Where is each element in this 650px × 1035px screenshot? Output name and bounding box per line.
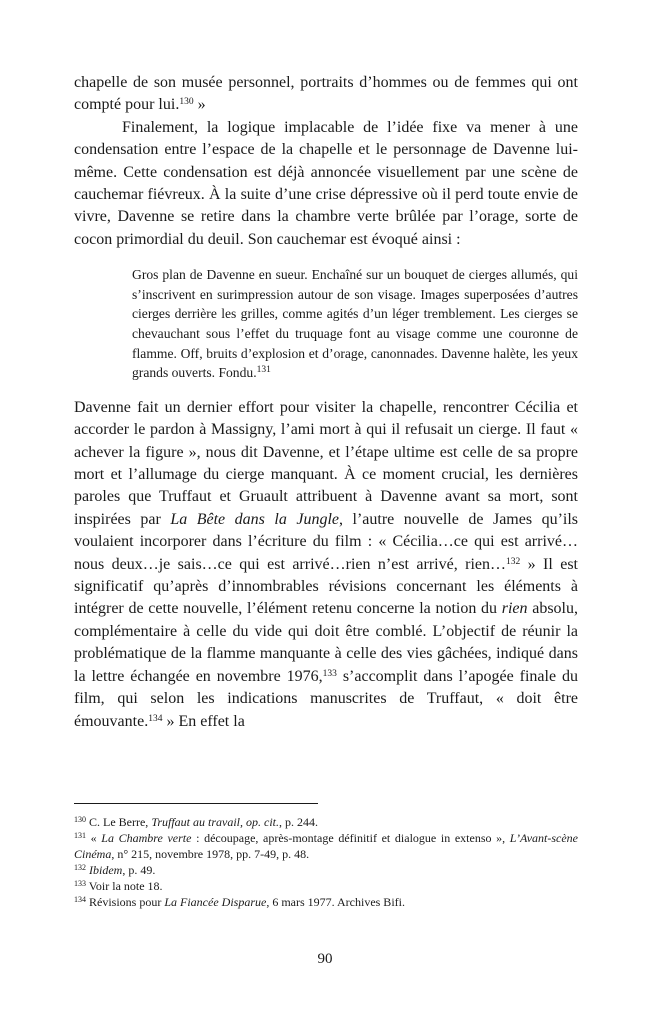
page-number: 90 (317, 951, 333, 967)
footnote-separator (74, 803, 318, 804)
paragraph-final: Davenne fait un dernier effort pour visiter la chapelle, rencontrer Cécilia et accorder le pardon à Massigny, l’ami mort à qui il refusait un cierge. Il faut « achever la figure », nous dit Davenne, et l’étape ultime est celle de sa propre mort et l’allumage du cierge manquant. À ce moment crucial, les dernières paroles que Truffaut et Gruault attribuent à Davenne avant sa mort, sont inspirées par La Bête dans la Jungle, l’autre nouvelle de James qu’ils voulaient incorporer dans l’écriture du film : « Cécilia…ce qui est arrivé…nous deux…je sais…ce qui est arrivé…rien n’est arrivé, rien…$^{132}$ » Il est significatif qu’après d’innombrables révisions concernant les éléments à intégrer de cette nouvelle, l’élément retenu concerne la notion du rien absolu, complémentaire à celle du vide qui doit être comblé. L’objectif de réunir la problématique de la flamme manquante à celle des vies gâchées, indiqué dans la lettre échangée en novembre 1976,$^{133}$ s’accomplit dans l’apogée finale du film, qui selon les indications manuscrites de Truffaut, « doit être émouvante.$^{134}$ » En effet la (74, 398, 579, 730)
word-rien: rien (501, 600, 528, 618)
footnote-ref-131[interactable]: 131 (256, 365, 271, 376)
main-text (74, 72, 578, 733)
footnote-134: $^{134}$ Révisions pour La Fiancée Disparue, 6 mars 1977. Archives Bifi. (74, 895, 405, 909)
paragraph-continued: chapelle de son musée personnel, portraits d’hommes ou de femmes qui ont compté pour lui.$^{130}$ » (74, 74, 578, 114)
footnote-133: $^{133}$ Voir la note 18. (74, 879, 163, 893)
title-bete-jungle: La Bête dans la Jungle (170, 510, 339, 528)
paragraph-condensation: Finalement, la logique implacable de l’idée fixe va mener à une condensation entre l’espace de la chapelle et le personnage de Davenne lui-même. Cette condensation est déjà annoncée visuellement par une scène de cauchemar fiévreux. À la suite d’une crise dépressive où il perd toute envie de vivre, Davenne se retire dans la chambre verte brûlée par l’orage, sorte de cocon primordial du deuil. Son cauchemar est évoqué ainsi : (74, 118, 578, 248)
block-quote: Gros plan de Davenne en sueur. Enchaîné sur un bouquet de cierges allumés, qui s’inscrivent en surimpression autour de son visage. Images superposées d’autres cierges derrière les grilles, comme agités d’un léger tremblement. Les cierges se chevauchant sous l’effet du truquage font au visage comme une couronne de flamme. Off, bruits d’explosion et d’orage, canonnades. Davenne halète, les yeux grands ouverts. Fondu.$^{131}$ (132, 267, 578, 381)
footnotes (74, 803, 578, 910)
footnote-ref-134[interactable]: 134 (148, 713, 163, 724)
footnote-ref-130[interactable]: 130 (179, 97, 194, 108)
footnote-132: $^{132}$ Ibidem, p. 49. (74, 863, 156, 877)
footnote-ref-133[interactable]: 133 (322, 668, 337, 679)
footnote-ref-132[interactable]: 132 (506, 556, 521, 567)
footnote-131: $^{131}$ « La Chambre verte : découpage, après-montage définitif et dialogue in extenso », L’Avant-scène Cinéma, n° 215, novembre 1978, pp. 7-49, p. 48. (74, 831, 578, 861)
footnote-130: $^{130}$ C. Le Berre, Truffaut au travail, op. cit., p. 244. (74, 815, 318, 829)
